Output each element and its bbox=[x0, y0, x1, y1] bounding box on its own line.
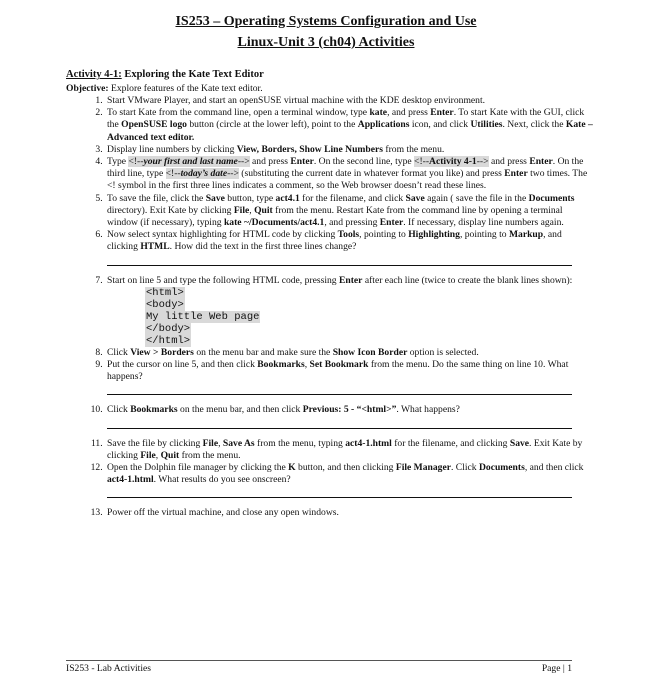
step-5: 5. To save the file, click the Save button, type act4.1 for the filename, and click Save again ( save the file in the Documents directory). Exit Kate by clicking File, Quit from the menu. Restart Kate from the command line by opening a terminal window (if necessary), typing kate ~/Documents/act4.1, and pressing Enter. If necessary, display line numbers again. bbox=[105, 193, 595, 230]
document-subtitle: Linux-Unit 3 (ch04) Activities bbox=[237, 35, 415, 50]
step-2: 2. To start Kate from the command line, open a terminal window, type kate, and press Enter. To start Kate with the GUI, click the OpenSUSE logo button (circle at the lower left), point to the Applications icon, and click Utilities. Next, click the Kate – Advanced text editor. bbox=[105, 107, 595, 144]
step-6: 6. Now select syntax highlighting for HTML code by clicking Tools, pointing to Highlighting, pointing to Markup, and clicking HTML. How did the text in the first three lines change? bbox=[105, 229, 595, 265]
objective-text: Explore features of the Kate text editor. bbox=[108, 83, 263, 94]
activity-title: Exploring the Kate Text Editor bbox=[121, 69, 264, 80]
footer-divider bbox=[66, 660, 572, 661]
step-10: 10. Click Bookmarks on the menu bar, and then click Previous: 5 - “<html>”. What happens? bbox=[105, 404, 595, 428]
step-13: 13. Power off the virtual machine, and close any open windows. bbox=[105, 507, 595, 519]
objective bbox=[66, 83, 263, 95]
code-line: <html> bbox=[146, 286, 184, 299]
step-7: 7. Start on line 5 and type the following HTML code, pressing Enter after each line (twice to create the blank lines shown): <html> <body> My little Web page </body> </html> bbox=[105, 275, 595, 347]
code-line: <body> bbox=[146, 298, 184, 311]
step-9: 9. Put the cursor on line 5, and then click Bookmarks, Set Bookmark from the menu. Do the same thing on line 10. What happens? bbox=[105, 359, 595, 395]
code-line: </body> bbox=[146, 322, 191, 335]
answer-line[interactable] bbox=[107, 490, 572, 498]
steps-list bbox=[83, 95, 595, 520]
page-number: Page | 1 bbox=[541, 663, 572, 674]
step-12: 12. Open the Dolphin file manager by clicking the K button, and then clicking File Manager. Click Documents, and then click act4-1.html. What results do you see onscreen? bbox=[105, 462, 595, 498]
footer-left: IS253 - Lab Activities bbox=[66, 663, 151, 674]
step-3: 3. Display line numbers by clicking View, Borders, Show Line Numbers from the menu. bbox=[105, 144, 595, 156]
activity-heading bbox=[66, 69, 264, 81]
step-11: 11. Save the file by clicking File, Save As from the menu, typing act4-1.html for the filename, and clicking Save. Exit Kate by clicking File, Quit from the menu. bbox=[105, 438, 595, 462]
document-title: IS253 – Operating Systems Configuration and Use bbox=[175, 14, 477, 29]
step-4: 4. Type <!--your first and last name--> and press Enter. On the second line, type <!--Activity 4-1--> and press Enter. On the third line, type <!--today’s date--> (substituting the current date in whatever format you like) and press Enter two times. The <! symbol in the first three lines indicates a comment, so the Web browser doesn’t read these lines. bbox=[105, 156, 595, 193]
step-1: 1. Start VMware Player, and start an openSUSE virtual machine with the KDE desktop environment. bbox=[105, 95, 595, 107]
html-code-block bbox=[145, 287, 595, 347]
code-line: </html> bbox=[146, 334, 191, 347]
step-8: 8. Click View > Borders on the menu bar and make sure the Show Icon Border option is selected. bbox=[105, 347, 595, 359]
objective-label: Objective: bbox=[66, 83, 109, 94]
code-line: My little Web page bbox=[146, 310, 260, 323]
answer-line[interactable] bbox=[107, 421, 572, 429]
answer-line[interactable] bbox=[107, 387, 572, 395]
activity-label: Activity 4-1: bbox=[66, 69, 122, 80]
answer-line[interactable] bbox=[107, 258, 572, 266]
